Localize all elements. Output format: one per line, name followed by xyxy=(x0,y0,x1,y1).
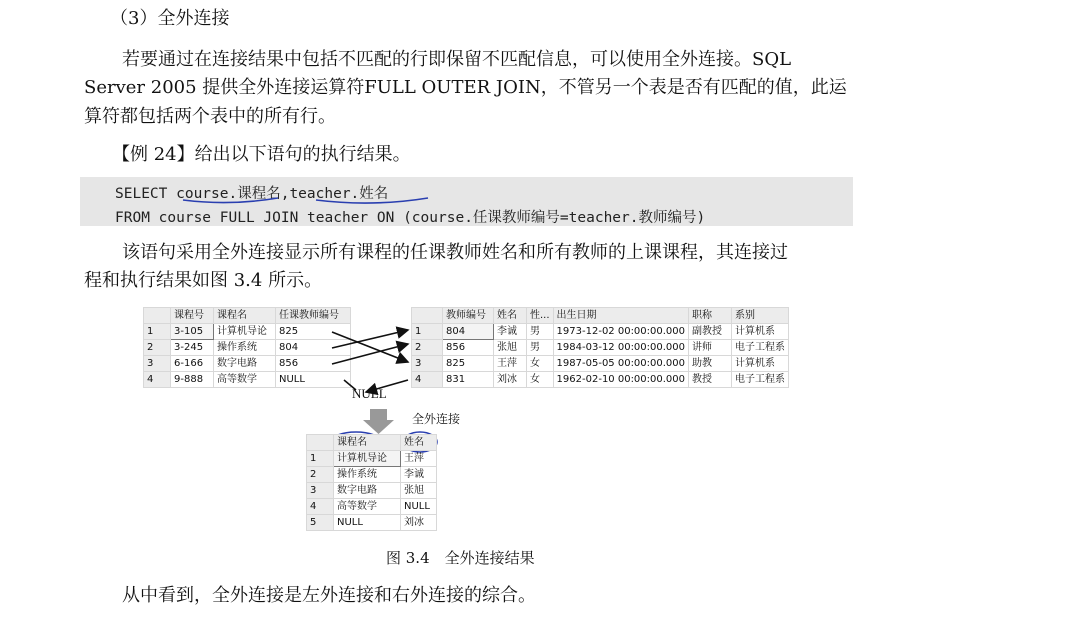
table-header: 系别 xyxy=(732,308,789,324)
paragraph-line: 该语句采用全外连接显示所有课程的任课教师姓名和所有教师的上课课程，其连接过 xyxy=(122,242,788,263)
table-header-row xyxy=(307,435,437,451)
table-cell: 数字电路 xyxy=(214,356,276,372)
table-cell: 电子工程系 xyxy=(732,372,789,388)
table-cell: 1962-02-10 00:00:00.000 xyxy=(553,372,688,388)
table-cell: 张旭 xyxy=(401,483,437,499)
section-heading: （3）全外连接 xyxy=(110,8,230,29)
table-cell: 计算机导论 xyxy=(214,324,276,340)
table-cell: 856 xyxy=(276,356,351,372)
table-cell: 数字电路 xyxy=(334,483,401,499)
table-header: 任课教师编号 xyxy=(276,308,351,324)
table-cell: 804 xyxy=(443,324,494,340)
row-number: 2 xyxy=(412,340,443,356)
table-header: 课程名 xyxy=(334,435,401,451)
row-number: 1 xyxy=(307,451,334,467)
result-table xyxy=(306,434,437,531)
table-cell: 6-166 xyxy=(171,356,214,372)
row-number: 2 xyxy=(144,340,171,356)
table-row xyxy=(307,499,437,515)
table-cell: 操作系统 xyxy=(334,467,401,483)
table-cell: 1984-03-12 00:00:00.000 xyxy=(553,340,688,356)
table-cell: 王萍 xyxy=(494,356,527,372)
table-cell: 女 xyxy=(527,356,554,372)
table-cell: NULL xyxy=(334,515,401,531)
table-header: 性... xyxy=(527,308,554,324)
paragraph-line: Server 2005 提供全外连接运算符FULL OUTER JOIN，不管另一个表是否有匹配的值，此运 xyxy=(84,77,847,98)
table-cell: 831 xyxy=(443,372,494,388)
code-line: SELECT course.课程名,teacher.姓名 xyxy=(115,186,389,202)
table-header: 姓名 xyxy=(401,435,437,451)
figure-caption: 图 3.4 全外连接结果 xyxy=(386,549,535,567)
row-number: 3 xyxy=(144,356,171,372)
table-cell: NULL xyxy=(401,499,437,515)
table-cell: 张旭 xyxy=(494,340,527,356)
row-number: 1 xyxy=(412,324,443,340)
table-header: 姓名 xyxy=(494,308,527,324)
table-cell: 856 xyxy=(443,340,494,356)
table-row xyxy=(307,467,437,483)
table-row xyxy=(307,483,437,499)
table-cell: 高等数学 xyxy=(214,372,276,388)
example-title: 【例 24】给出以下语句的执行结果。 xyxy=(112,144,411,165)
table-header: 课程名 xyxy=(214,308,276,324)
table-cell: 李诚 xyxy=(494,324,527,340)
table-cell: 李诚 xyxy=(401,467,437,483)
table-cell: 计算机导论 xyxy=(334,451,401,467)
table-cell: 计算机系 xyxy=(732,324,789,340)
table-cell: 1987-05-05 00:00:00.000 xyxy=(553,356,688,372)
null-label: NULL xyxy=(352,386,387,401)
table-cell: 副教授 xyxy=(689,324,732,340)
table-cell: 计算机系 xyxy=(732,356,789,372)
row-number: 4 xyxy=(307,499,334,515)
table-cell: 操作系统 xyxy=(214,340,276,356)
table-cell: 3-245 xyxy=(171,340,214,356)
down-arrow-icon xyxy=(363,409,394,434)
arrow-label: 全外连接 xyxy=(412,412,461,426)
table-cell: 1973-12-02 00:00:00.000 xyxy=(553,324,688,340)
code-line: FROM course FULL JOIN teacher ON (course.任课教师编号=teacher.教师编号) xyxy=(115,210,706,226)
table-header: 出生日期 xyxy=(553,308,688,324)
table-cell: 825 xyxy=(276,324,351,340)
table-cell: 男 xyxy=(527,324,554,340)
table-cell: NULL xyxy=(276,372,351,388)
table-row xyxy=(307,451,437,467)
table-cell: 男 xyxy=(527,340,554,356)
row-number: 3 xyxy=(412,356,443,372)
table-header: 课程号 xyxy=(171,308,214,324)
paragraph-line: 程和执行结果如图 3.4 所示。 xyxy=(84,270,323,291)
table-cell: 电子工程系 xyxy=(732,340,789,356)
row-number: 4 xyxy=(412,372,443,388)
row-number: 5 xyxy=(307,515,334,531)
paragraph-line: 从中看到，全外连接是左外连接和右外连接的综合。 xyxy=(122,585,536,606)
row-number: 4 xyxy=(144,372,171,388)
table-cell: 教授 xyxy=(689,372,732,388)
table-cell: 804 xyxy=(276,340,351,356)
table-header: 职称 xyxy=(689,308,732,324)
table-cell: 3-105 xyxy=(171,324,214,340)
table-row xyxy=(307,515,437,531)
table-header: 教师编号 xyxy=(443,308,494,324)
table-cell: 助教 xyxy=(689,356,732,372)
table-header xyxy=(307,435,334,451)
table-cell: 讲师 xyxy=(689,340,732,356)
table-cell: 刘冰 xyxy=(401,515,437,531)
table-cell: 高等数学 xyxy=(334,499,401,515)
table-cell: 825 xyxy=(443,356,494,372)
table-cell: 女 xyxy=(527,372,554,388)
paragraph-line: 若要通过在连接结果中包括不匹配的行即保留不匹配信息，可以使用全外连接。SQL xyxy=(122,49,792,70)
row-number: 1 xyxy=(144,324,171,340)
table-cell: 刘冰 xyxy=(494,372,527,388)
paragraph-line: 算符都包括两个表中的所有行。 xyxy=(84,106,336,127)
table-cell: 王萍 xyxy=(401,451,437,467)
row-number: 2 xyxy=(307,467,334,483)
table-cell: 9-888 xyxy=(171,372,214,388)
row-number: 3 xyxy=(307,483,334,499)
